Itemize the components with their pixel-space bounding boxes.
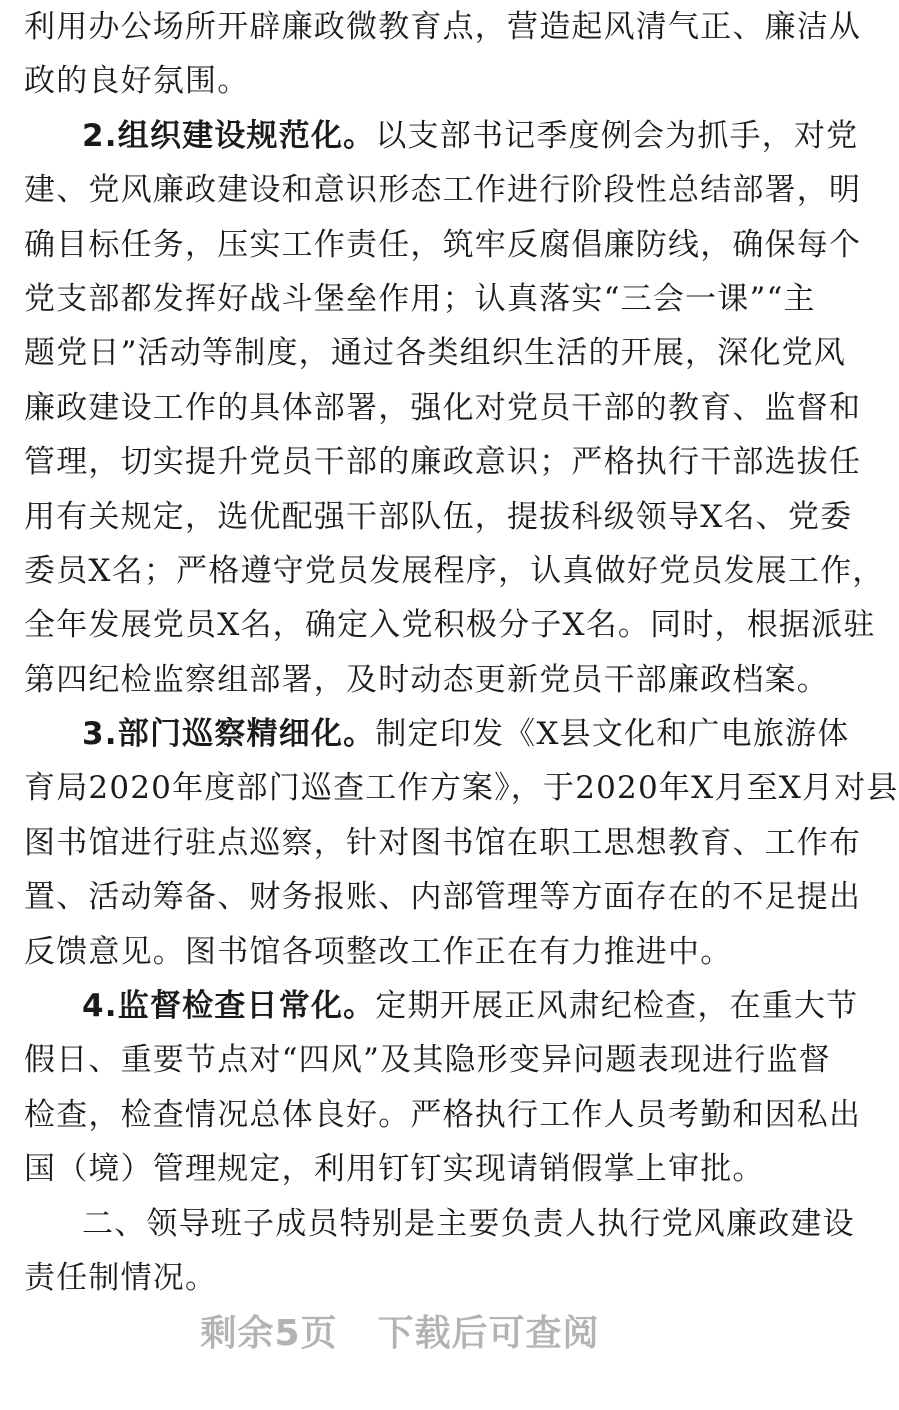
paragraph-3-heading: 3.部门巡察精细化。	[82, 716, 376, 753]
text-line: 假日、重要节点对“四风”及其隐形变异问题表现进行监督	[24, 1042, 831, 1079]
text-line: 廉政建设工作的具体部署，强化对党员干部的教育、监督和	[24, 389, 862, 426]
download-to-view-label: 下载后可查阅	[377, 1313, 600, 1354]
paragraph-2-heading: 2.组织建设规范化。	[82, 117, 376, 154]
text-line: 利用办公场所开辟廉政微教育点，营造起风清气正、廉洁从	[24, 9, 862, 45]
text-line: 全年发展党员X名，确定入党积极分子X名。同时，根据派驻	[24, 607, 876, 644]
paragraph-3-first-line	[24, 707, 850, 761]
text-line: 国（境）管理规定，利用钉钉实现请销假掌上审批。	[24, 1151, 765, 1188]
paragraph-2-first-line	[24, 109, 859, 163]
paragraph-2-text: 以支部书记季度例会为抓手，对党	[375, 117, 859, 154]
download-prompt[interactable]	[0, 1305, 800, 1356]
text-line: 建、党风廉政建设和意识形态工作进行阶段性总结部署，明	[24, 172, 862, 209]
text-line: 反馈意见。图书馆各项整改工作正在有力推进中。	[24, 933, 733, 970]
text-line: 检查，检查情况总体良好。严格执行工作人员考勤和因私出	[24, 1096, 862, 1133]
text-line: 用有关规定，选优配强干部队伍，提拔科级领导X名、党委	[24, 498, 853, 535]
text-line: 确目标任务，压实工作责任，筑牢反腐倡廉防线，确保每个	[24, 226, 862, 263]
text-line: 党支部都发挥好战斗堡垒作用；认真落实“三会一课”“主	[24, 280, 816, 317]
text-line: 政的良好氛围。	[24, 63, 250, 100]
text-line: 责任制情况。	[24, 1259, 218, 1296]
text-line: 题党日”活动等制度，通过各类组织生活的开展，深化党风	[24, 335, 847, 372]
paragraph-4-text: 定期开展正风肃纪检查，在重大节	[375, 988, 859, 1025]
remaining-pages-label: 剩余5页	[200, 1313, 338, 1354]
text-line: 图书馆进行驻点巡察，针对图书馆在职工思想教育、工作布	[24, 824, 862, 861]
text-line: 委员X名；严格遵守党员发展程序，认真做好党员发展工作，	[24, 552, 885, 589]
text-line: 置、活动筹备、财务报账、内部管理等方面存在的不足提出	[24, 879, 862, 916]
section-2-title: 二、领导班子成员特别是主要负责人执行党风廉政建设	[82, 1205, 855, 1242]
paragraph-3-text: 制定印发《X县文化和广电旅游体	[375, 716, 850, 753]
text-line: 育局2020年度部门巡查工作方案》，于2020年X月至X月对县	[24, 770, 899, 807]
paragraph-4-first-line	[24, 979, 859, 1033]
text-line: 第四纪检监察组部署，及时动态更新党员干部廉政档案。	[24, 661, 829, 698]
text-line: 管理，切实提升党员干部的廉政意识；严格执行干部选拔任	[24, 444, 862, 481]
document-page	[24, 0, 899, 1305]
paragraph-4-heading: 4.监督检查日常化。	[82, 988, 376, 1025]
